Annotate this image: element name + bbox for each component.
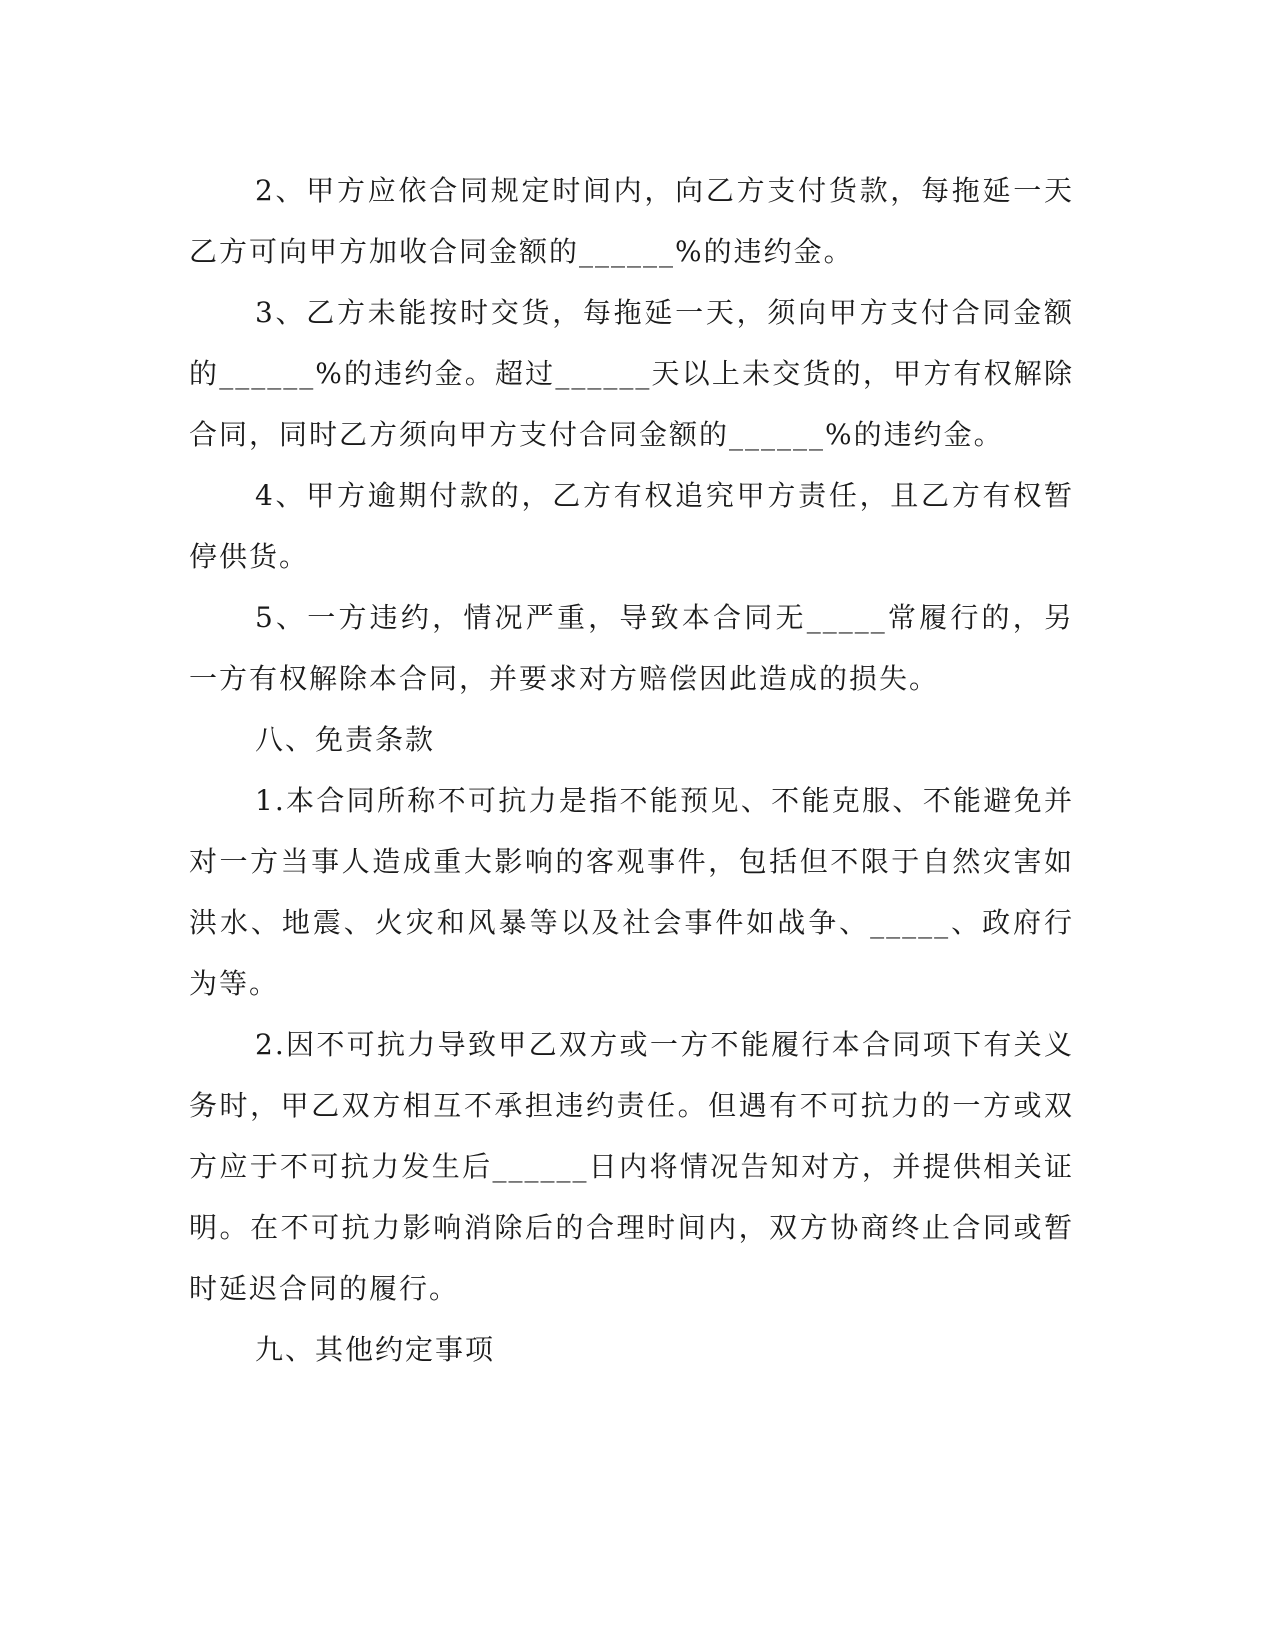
clause-4-late-payment: 4、甲方逾期付款的，乙方有权追究甲方责任，且乙方有权暂停供货。 — [189, 479, 1074, 573]
exemption-clause-1: 1.本合同所称不可抗力是指不能预见、不能克服、不能避免并对一方当事人造成重大影响的客观事件，包括但不限于自然灾害如洪水、地震、火灾和风暴等以及社会事件如战争、_____、政府行为等。 — [189, 784, 1074, 1000]
clause-2-payment-delay: 2、甲方应依合同规定时间内，向乙方支付货款，每拖延一天乙方可向甲方加收合同金额的______%的违约金。 — [189, 174, 1074, 268]
clause-5-serious-breach: 5、一方违约，情况严重，导致本合同无_____常履行的，另一方有权解除本合同，并要求对方赔偿因此造成的损失。 — [189, 601, 1074, 695]
exemption-clause-2: 2.因不可抗力导致甲乙双方或一方不能履行本合同项下有关义务时，甲乙双方相互不承担违约责任。但遇有不可抗力的一方或双方应于不可抗力发生后______日内将情况告知对方，并提供相关证明。在不可抗力影响消除后的合理时间内，双方协商终止合同或暂时延迟合同的履行。 — [189, 1028, 1074, 1305]
section-heading-other-matters: 九、其他约定事项 — [255, 1333, 496, 1366]
clause-3-delivery-delay: 3、乙方未能按时交货，每拖延一天，须向甲方支付合同金额的______%的违约金。超过______天以上未交货的，甲方有权解除合同，同时乙方须向甲方支付合同金额的______%的违约金。 — [189, 296, 1074, 451]
section-heading-exemption: 八、免责条款 — [255, 723, 436, 756]
document-body — [189, 160, 1074, 1380]
